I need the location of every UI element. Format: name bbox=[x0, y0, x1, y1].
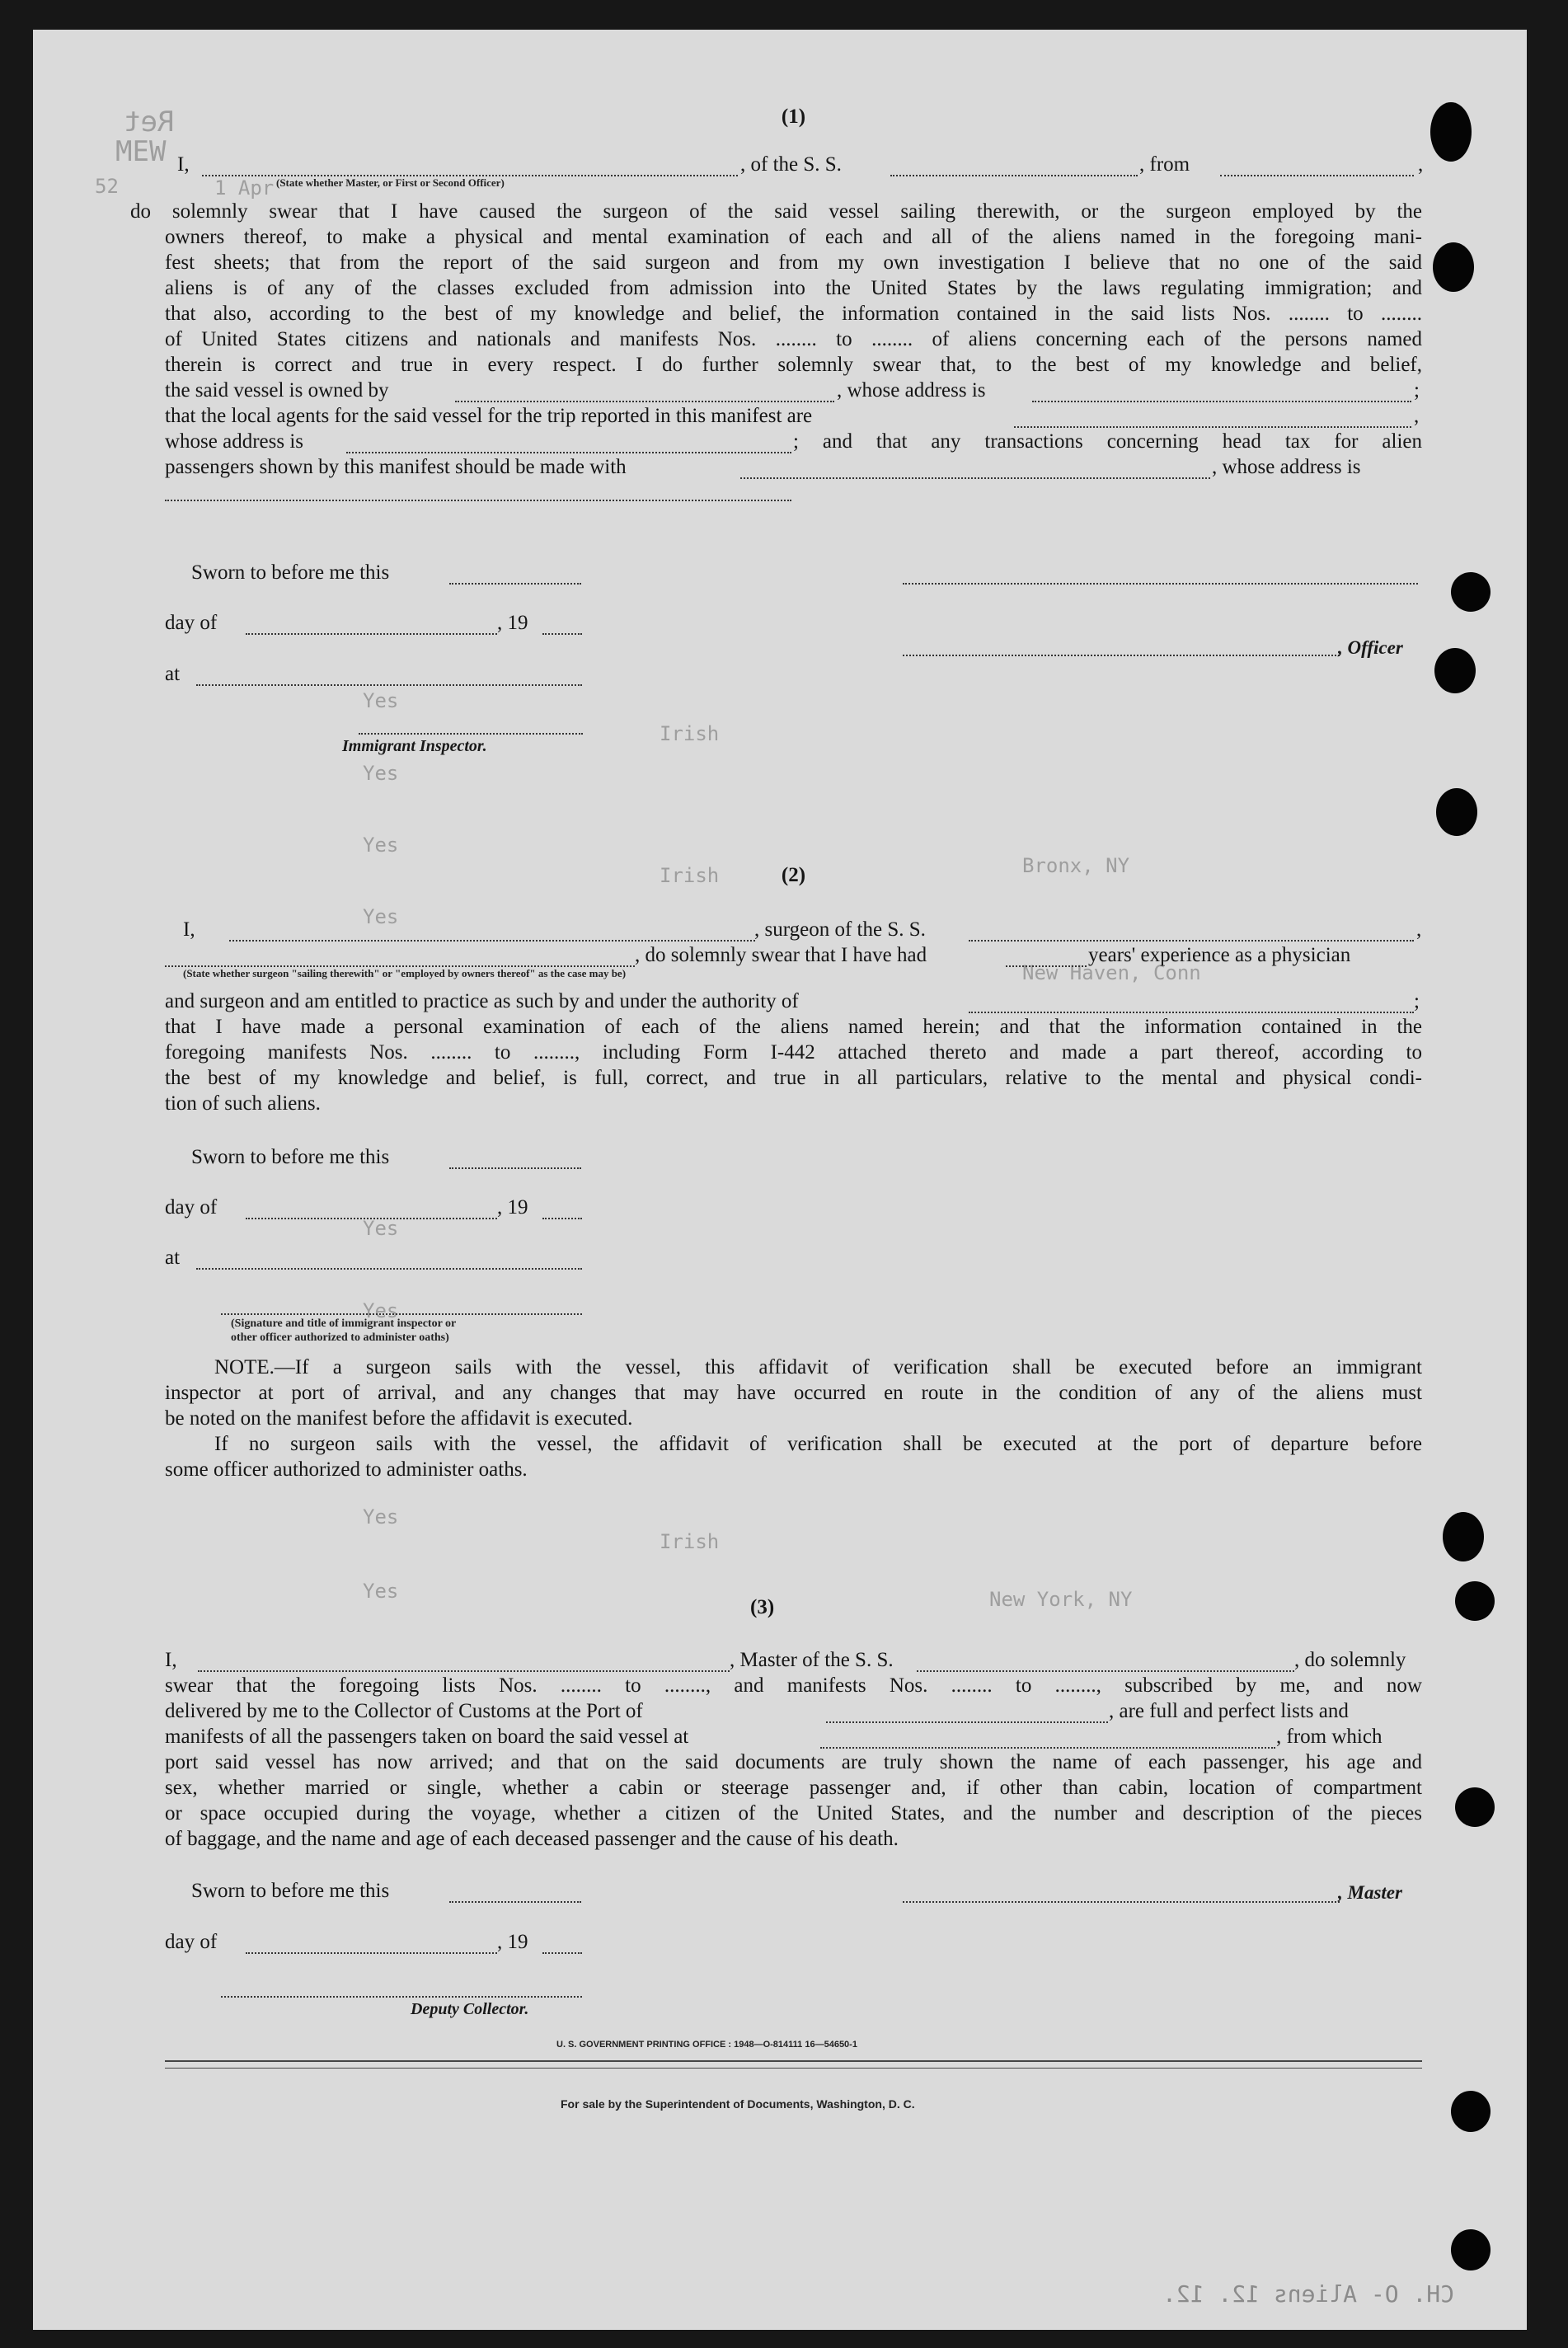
signature-line bbox=[903, 655, 1340, 656]
bleed-text: Yes bbox=[363, 1217, 399, 1240]
signature-line bbox=[903, 1901, 1340, 1903]
oath-text: passengers shown by this manifest should be made with bbox=[165, 456, 627, 478]
bleed-text: Yes bbox=[363, 1580, 399, 1603]
note-text: If no surgeon sails with the vessel, the affidavit of verification shall be executed at the port of departure before bbox=[214, 1433, 1422, 1455]
section-number: (1) bbox=[781, 106, 806, 128]
bleed-text: Yes bbox=[363, 905, 399, 928]
blank-field bbox=[229, 940, 755, 942]
bleed-text: 52 bbox=[95, 175, 119, 198]
oath-text: sex, whether married or single, whether a cabin or steerage passenger and, if other than cabin, location of compartment bbox=[165, 1777, 1422, 1799]
binding-hole bbox=[1443, 1512, 1484, 1561]
section-number: (3) bbox=[750, 1596, 775, 1618]
bleed-text: MEW bbox=[115, 135, 167, 168]
oath-text: , are full and perfect lists and bbox=[1109, 1700, 1349, 1722]
blank-field bbox=[1032, 401, 1411, 402]
oath-text: years' experience as a physician bbox=[1088, 944, 1351, 966]
manifest-page: Ret MEW 52 1 Apr Yes Yes Yes Yes Yes Yes Yes Yes Irish Irish Irish Bronx, NY New Haven, Conn New York, NY CH. O- Aliens 12. 12. (1) I, , of the S. S. , from , (State whether Master, or First or Second Officer) do solemnly swear that I have caused the surgeon of the said vessel sailing therewith, or the surgeon employed by the owners thereof, to make a physical and mental examination of each and all of the aliens named in the foregoing mani- fest sheets; that from the report of the said surgeon and from my own investigation I believe that no one of the said aliens is of any of the classes excluded from admission into the United States by the laws regulating immigration; and that also, according to the best of my knowledge and belief, the information contained in the said lists Nos. ........ to ........ of United States citizens and nationals and manifests Nos. ........ to ........ of aliens concerning each of the persons named therein is correct and true in every respect. I do further solemnly swear that, to the best of my knowledge and belief, the said vessel is owned by , whose address is ; that the local agents for the said vessel for the trip reported in this manifest are , whose address is ; and that any transactions concerning head tax for alien passengers shown by this manifest should be made with , whose address is Sworn to before me this day of , 19 , Officer at Immigrant Inspector. (2) I, , surgeon of the S. S. , , do solemnly swear that I have had years' experience as a physician (State whether surgeon "sailing therewith" or "employed by owners thereof" as the case may be) and surgeon and am entitled to practice as such by and under the authority of ; that I have made a personal examination of each of the aliens named herein; and that the information contained in the foregoing manifests Nos. ........ to ........, including Form I-442 attached thereto and made a part thereof, according to the best of my knowledge and belief, is full, correct, and true in all particulars, relative to the mental and physical condi- tion of such aliens. Sworn to before me this day of , 19 at (Signature and title of immigrant inspector or other officer authorized to administer oaths) NOTE.—If a surgeon sails with the vessel, this affidavit of verification shall be executed before an immigrant inspector at port of arrival, and any changes that may have occurred en route in the condition of any of the aliens must be noted on the manifest before the affidavit is executed. If no surgeon sails with the vessel, the affidavit of verification shall be executed at the port of departure before some officer authorized to administer oaths. (3) I, , Master of the S. S. , do solemnly swear that the foregoing lists Nos. ........ to ........, and manifests Nos. ........ to ........, subscribed by me, and now delivered by me to the Collector of Customs at the Port of , are full and perfect lists and manifests of all the passengers taken on board the said vessel at , from which port said vessel has now arrived; and that on the said documents are truly shown the name of each passenger, his age and sex, whether married or single, whether a cabin or steerage passenger and, if other than cabin, location of compartment or space occupied during the voyage, whether a citizen of the United States, and the number and description of the pieces of baggage, and the name and age of each deceased passenger and the cause of his death. Sworn to before me this , Master day of , 19 Deputy Collector. U. S. GOVERNMENT PRINTING OFFICE : 1948—O-814111 16—54650-1 For sale by the Superintendent of Documents, Washington, D. C. bbox=[33, 30, 1527, 2330]
oath-text: manifests of all the passengers taken on board the said vessel at bbox=[165, 1726, 689, 1748]
bleed-text: Ret bbox=[124, 106, 175, 139]
oath-text: , do solemnly swear that I have had bbox=[635, 944, 927, 966]
bleed-text: Yes bbox=[363, 834, 399, 857]
oath-text: that the local agents for the said vessel for the trip reported in this manifest are bbox=[165, 405, 813, 427]
sworn-label: Sworn to before me this bbox=[191, 561, 390, 584]
note-text: some officer authorized to administer oaths. bbox=[165, 1458, 528, 1481]
oath-text: , Master of the S. S. bbox=[730, 1649, 894, 1671]
at-label: at bbox=[165, 1247, 181, 1269]
blank-field bbox=[449, 583, 581, 585]
field-caption: (State whether Master, or First or Second Officer) bbox=[276, 176, 505, 189]
oath-text: tion of such aliens. bbox=[165, 1092, 321, 1115]
inspector-label: Immigrant Inspector. bbox=[342, 737, 487, 755]
oath-text: therein is correct and true in every respect. I do further solemnly swear that, to the best of my knowledge and belief, bbox=[165, 354, 1422, 376]
blank-field bbox=[740, 477, 1210, 479]
oath-text: , surgeon of the S. S. bbox=[754, 918, 926, 941]
bleed-text: Yes bbox=[363, 689, 399, 712]
binding-hole bbox=[1430, 102, 1472, 162]
signature-line bbox=[221, 1996, 582, 1998]
blank-field bbox=[246, 633, 497, 635]
bleed-text: 1 Apr bbox=[214, 176, 275, 200]
oath-text: , whose address is bbox=[837, 379, 986, 402]
sworn-label: Sworn to before me this bbox=[191, 1146, 390, 1168]
field-caption: (Signature and title of immigrant inspector or bbox=[231, 1317, 457, 1330]
oath-text: delivered by me to the Collector of Customs at the Port of bbox=[165, 1700, 643, 1722]
blank-field bbox=[196, 1268, 582, 1270]
blank-field bbox=[917, 1670, 1294, 1672]
signature-line bbox=[221, 1313, 582, 1315]
signature-line bbox=[359, 733, 583, 735]
signature-line bbox=[903, 583, 1418, 585]
oath-text: aliens is of any of the classes excluded from admission into the United States by the laws regulating immigration; and bbox=[165, 277, 1422, 299]
binding-hole bbox=[1451, 2229, 1491, 2271]
oath-text: or space occupied during the voyage, whether a citizen of the United States, and the number and description of the pieces bbox=[165, 1802, 1422, 1824]
blank-field bbox=[1014, 426, 1411, 428]
field-caption: other officer authorized to administer oaths) bbox=[231, 1331, 449, 1344]
field-caption: (State whether surgeon "sailing therewith" or "employed by owners thereof" as the case may be) bbox=[183, 967, 627, 979]
oath-text: the best of my knowledge and belief, is full, correct, and true in all particulars, relative to the mental and physical condi- bbox=[165, 1067, 1422, 1089]
oath-text: , do solemnly bbox=[1294, 1649, 1406, 1671]
binding-hole bbox=[1436, 788, 1477, 836]
bleed-text: Irish bbox=[660, 864, 720, 887]
oath-text: that also, according to the best of my knowledge and belief, the information contained in the said lists Nos. ........ to ........ bbox=[165, 303, 1422, 325]
blank-field bbox=[969, 1012, 1414, 1013]
bleed-text: Irish bbox=[660, 1530, 720, 1553]
oath-text: , from bbox=[1139, 153, 1190, 176]
bleed-text: Yes bbox=[363, 762, 399, 785]
year-label: , 19 bbox=[497, 612, 528, 634]
blank-field bbox=[196, 684, 582, 686]
blank-field bbox=[165, 500, 791, 501]
oath-text: swear that the foregoing lists Nos. ........ to ........, and manifests Nos. ........ to ........, subscribed by me, and now bbox=[165, 1674, 1422, 1697]
oath-text: , of the S. S. bbox=[740, 153, 842, 176]
sale-notice: For sale by the Superintendent of Documents, Washington, D. C. bbox=[561, 2097, 915, 2111]
divider bbox=[165, 2068, 1422, 2069]
blank-field bbox=[1006, 965, 1087, 967]
bleed-text: Irish bbox=[660, 722, 720, 745]
oath-text: whose address is bbox=[165, 430, 304, 453]
oath-text: that I have made a personal examination of each of the aliens named herein; and that the information contained in the bbox=[165, 1016, 1422, 1038]
oath-text: , from which bbox=[1276, 1726, 1383, 1748]
oath-text: of United States citizens and nationals and manifests Nos. ........ to ........ of aliens concerning each of the persons named bbox=[165, 328, 1422, 350]
blank-field bbox=[198, 1670, 730, 1672]
bleed-text: Yes bbox=[363, 1505, 399, 1529]
oath-text: owners thereof, to make a physical and mental examination of each and all of the aliens named in the foregoing mani- bbox=[165, 226, 1422, 248]
blank-field bbox=[449, 1901, 581, 1903]
blank-field bbox=[542, 633, 582, 635]
bleed-text: New Haven, Conn bbox=[1022, 961, 1201, 984]
blank-field bbox=[455, 401, 834, 402]
blank-field bbox=[346, 452, 791, 453]
blank-field bbox=[449, 1167, 581, 1169]
master-label: , Master bbox=[1338, 1882, 1402, 1903]
note-text: be noted on the manifest before the affidavit is executed. bbox=[165, 1407, 633, 1430]
blank-field bbox=[820, 1747, 1275, 1749]
day-label: day of bbox=[165, 1931, 218, 1953]
blank-field bbox=[542, 1218, 582, 1219]
blank-field bbox=[826, 1721, 1108, 1723]
binding-hole bbox=[1433, 242, 1474, 292]
note-text: NOTE.—If a surgeon sails with the vessel, this affidavit of verification shall be executed before an immigrant bbox=[214, 1356, 1422, 1378]
oath-text: , whose address is bbox=[1212, 456, 1361, 478]
oath-text: ; and that any transactions concerning head tax for alien bbox=[793, 430, 1422, 453]
binding-hole bbox=[1455, 1581, 1495, 1621]
section-number: (2) bbox=[781, 864, 806, 886]
oath-text: I, bbox=[177, 153, 190, 176]
oath-text: of baggage, and the name and age of each deceased passenger and the cause of his death. bbox=[165, 1828, 899, 1850]
oath-text: I, bbox=[165, 1649, 177, 1671]
oath-text: fest sheets; that from the report of the said surgeon and from my own investigation I believe that no one of the said bbox=[165, 251, 1422, 274]
sworn-label: Sworn to before me this bbox=[191, 1880, 390, 1902]
oath-text: and surgeon and am entitled to practice as such by and under the authority of bbox=[165, 990, 799, 1012]
year-label: , 19 bbox=[497, 1196, 528, 1219]
bleed-text: New York, NY bbox=[989, 1588, 1133, 1611]
year-label: , 19 bbox=[497, 1931, 528, 1953]
bleed-text: CH. O- Aliens 12. 12. bbox=[1162, 2280, 1455, 2308]
officer-label: , Officer bbox=[1338, 637, 1403, 658]
bleed-text: Bronx, NY bbox=[1022, 854, 1130, 877]
binding-hole bbox=[1434, 648, 1476, 693]
bleed-text: Yes bbox=[363, 1299, 399, 1322]
at-label: at bbox=[165, 663, 181, 685]
binding-hole bbox=[1455, 1787, 1495, 1827]
oath-text: do solemnly swear that I have caused the surgeon of the said vessel sailing therewith, or the surgeon employed by the bbox=[130, 200, 1422, 223]
oath-text: port said vessel has now arrived; and that on the said documents are truly shown the name of each passenger, his age and bbox=[165, 1751, 1422, 1773]
blank-field bbox=[1220, 175, 1414, 176]
note-text: inspector at port of arrival, and any changes that may have occurred en route in the condition of any of the aliens must bbox=[165, 1382, 1422, 1404]
deputy-label: Deputy Collector. bbox=[411, 2000, 529, 2018]
day-label: day of bbox=[165, 612, 218, 634]
oath-text: the said vessel is owned by bbox=[165, 379, 389, 402]
blank-field bbox=[542, 1952, 582, 1954]
printer-imprint: U. S. GOVERNMENT PRINTING OFFICE : 1948—O-814111 16—54650-1 bbox=[556, 2040, 857, 2050]
blank-field bbox=[246, 1952, 497, 1954]
blank-field bbox=[246, 1218, 497, 1219]
oath-text: foregoing manifests Nos. ........ to ........, including Form I-442 attached thereto and made a part thereof, according to bbox=[165, 1041, 1422, 1064]
oath-text: I, bbox=[183, 918, 195, 941]
blank-field bbox=[969, 940, 1414, 942]
divider bbox=[165, 2060, 1422, 2062]
blank-field bbox=[890, 175, 1138, 176]
binding-hole bbox=[1451, 2091, 1491, 2132]
day-label: day of bbox=[165, 1196, 218, 1219]
binding-hole bbox=[1451, 572, 1491, 612]
